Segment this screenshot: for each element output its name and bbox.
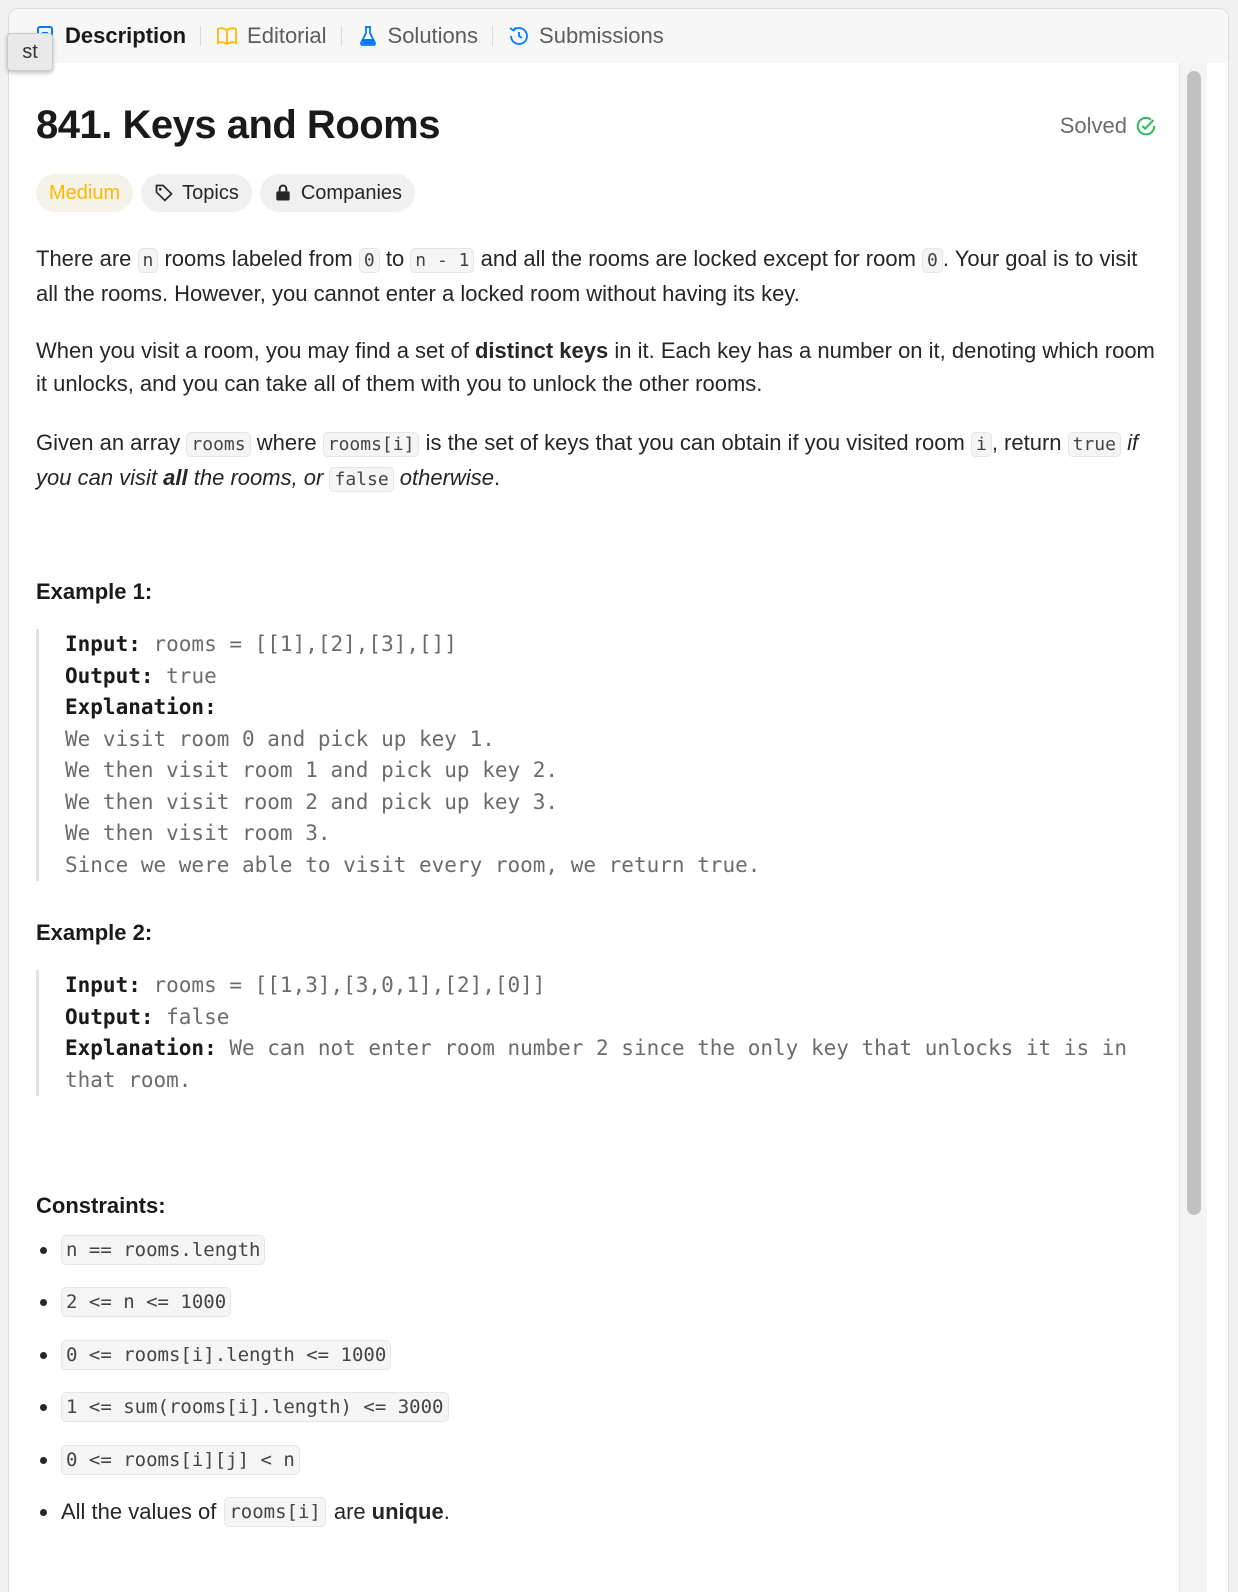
example-1-input: Input: rooms = [[1],[2],[3],[]] — [65, 632, 457, 656]
description-paragraph-1: There are n rooms labeled from 0 to n - 1 and all the rooms are locked except for room 0 . Your goal is to visit all the rooms. However, you cannot enter a locked room without having its key. — [36, 246, 1138, 306]
problem-panel — [8, 8, 1229, 1592]
tab-solutions-label: Solutions — [387, 23, 479, 48]
history-icon — [507, 24, 531, 48]
solved-status — [1060, 113, 1157, 139]
companies-label: Companies — [300, 181, 403, 204]
difficulty-badge — [36, 174, 133, 212]
description-paragraph-3: Given an array rooms where rooms[i] is the set of keys that you can obtain if you visited room i , return true if you can visit all the rooms, or false otherwise. — [36, 430, 1139, 490]
example-2-explanation: Explanation: We can not enter room number 2 since the only key that unlocks it is in that room. — [65, 1036, 1140, 1092]
difficulty-label: Medium — [49, 181, 121, 204]
topics-label: Topics — [182, 181, 239, 204]
tooltip: st — [7, 33, 53, 71]
tab-description-label: Description — [65, 23, 187, 48]
tag-icon — [154, 183, 174, 203]
tab-editorial-label: Editorial — [247, 23, 327, 48]
example-2-input: Input: rooms = [[1,3],[3,0,1],[2],[0]] — [65, 973, 546, 997]
title-row — [36, 103, 1157, 148]
example-2-output: Output: false — [65, 1004, 230, 1029]
tab-description[interactable] — [33, 16, 186, 56]
topics-button[interactable] — [141, 174, 252, 212]
tab-solutions[interactable] — [356, 16, 479, 56]
example-1-explanation-line: We visit room 0 and pick up key 1. — [65, 726, 495, 751]
tab-divider — [492, 26, 493, 46]
constraints-heading: Constraints: — [36, 1193, 166, 1218]
example-1-block — [36, 629, 1157, 881]
check-circle-icon — [1135, 115, 1157, 137]
solved-label: Solved — [1059, 112, 1127, 138]
tab-submissions-label: Submissions — [539, 23, 664, 48]
constraint-item: 1 <= sum(rooms[i].length) <= 3000 — [36, 1392, 449, 1422]
example-1-explanation-line: We then visit room 3. — [65, 821, 331, 845]
lock-icon — [273, 183, 293, 203]
example-1-explanation-line: We then visit room 2 and pick up key 3. — [65, 789, 559, 814]
example-1-explanation-line: Since we were able to visit every room, we return true. — [65, 852, 761, 877]
constraint-item: 0 <= rooms[i][j] < n — [36, 1445, 300, 1475]
example-1-explanation-line: We then visit room 1 and pick up key 2. — [65, 758, 559, 782]
constraint-item: n == rooms.length — [36, 1235, 265, 1265]
example-1-explanation-label: Explanation: — [65, 695, 217, 719]
book-icon — [215, 24, 239, 48]
tab-divider — [341, 26, 342, 46]
companies-button[interactable] — [260, 174, 415, 212]
constraint-item: 2 <= n <= 1000 — [36, 1287, 231, 1317]
example-2-block — [36, 970, 1157, 1096]
tab-bar — [9, 9, 1228, 63]
tab-submissions[interactable] — [507, 16, 664, 56]
example-2-heading: Example 2: — [36, 920, 153, 945]
problem-title: 841. Keys and Rooms — [36, 103, 440, 147]
example-1-heading: Example 1: — [36, 579, 153, 604]
constraint-item: All the values of rooms[i] are unique . — [36, 1497, 450, 1527]
scrollbar-thumb[interactable] — [1187, 71, 1201, 1215]
constraint-item: 0 <= rooms[i].length <= 1000 — [36, 1340, 391, 1370]
description-paragraph-2: When you visit a room, you may find a set of distinct keys in it. Each key has a number on it, denoting which room it unlocks, and you can take all of them with you to unlock the other rooms. — [36, 338, 1155, 396]
example-1-output: Output: true — [65, 663, 217, 688]
tag-row — [36, 174, 415, 212]
flask-icon — [356, 24, 380, 48]
tab-editorial[interactable] — [215, 16, 326, 56]
tab-divider — [200, 26, 201, 46]
